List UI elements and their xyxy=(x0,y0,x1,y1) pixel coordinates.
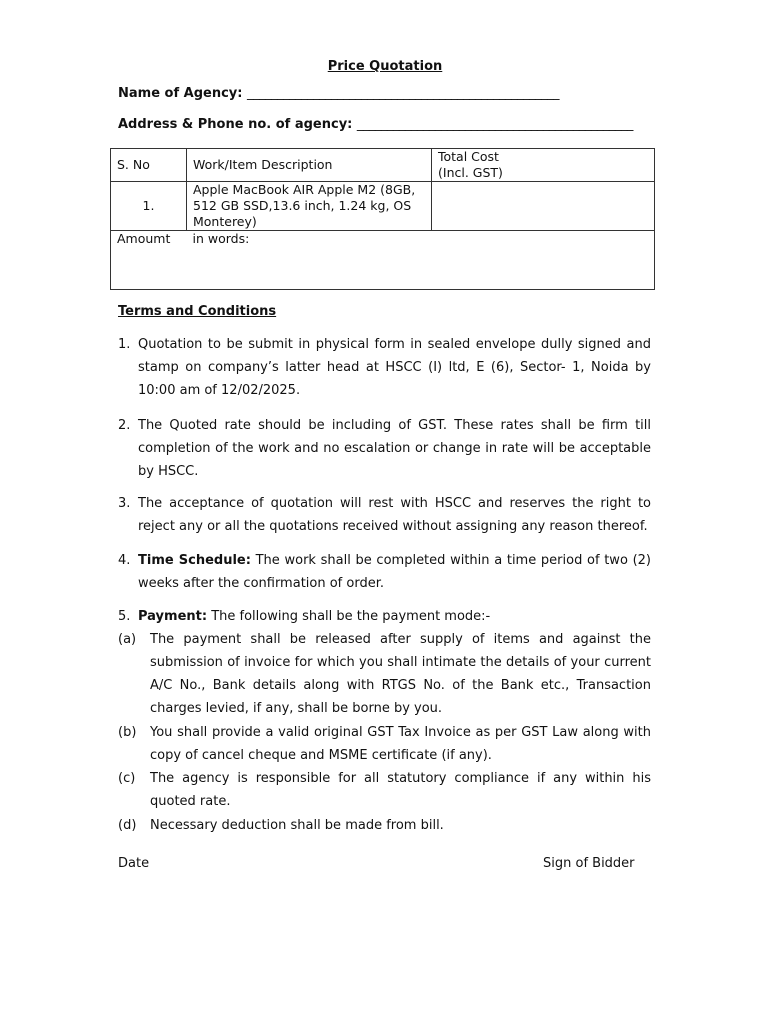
clause-bold-label: Payment: xyxy=(138,609,208,624)
agency-name-blank[interactable]: ____________________________________________________ xyxy=(247,86,560,101)
agency-name-field xyxy=(118,86,559,101)
clause-number: 5. xyxy=(118,609,131,624)
row-description-line1: Apple MacBook AIR Apple M2 (8GB, xyxy=(193,182,416,197)
clause-text: The acceptance of quotation will rest with HSCC and reserves the right to reject any or all the quotations received without assigning any reason thereof. xyxy=(138,496,651,534)
header-total-cost-line2: (Incl. GST) xyxy=(438,165,503,180)
quotation-table xyxy=(110,148,655,290)
payment-subclause-d xyxy=(118,814,651,837)
table-row xyxy=(111,182,655,231)
clause-body: The work shall be completed within a time period of two (2) weeks after the confirmation of order. xyxy=(138,553,651,591)
row-total-cost[interactable] xyxy=(432,182,655,231)
header-description: Work/Item Description xyxy=(187,149,432,182)
clause-number: 4. xyxy=(118,553,131,568)
subclause-number: (b) xyxy=(118,725,137,740)
subclause-number: (c) xyxy=(118,771,136,786)
header-sno: S. No xyxy=(111,149,187,182)
address-field xyxy=(118,117,633,132)
clause-number: 2. xyxy=(118,418,131,433)
agency-name-label: Name of Agency: xyxy=(118,86,243,101)
subclause-text: The payment shall be released after supply of items and against the submission of invoice for which you shall intimate the details of your current A/C No., Bank details along with RTGS No. of the Bank etc., Transaction charges levied, if any, shall be borne by you. xyxy=(150,632,651,716)
amount-in-words-row xyxy=(111,231,655,290)
row-description-line3: Monterey) xyxy=(193,214,257,229)
subclause-text: The agency is responsible for all statutory compliance if any within his quoted rate. xyxy=(150,771,651,809)
clause-text: The Quoted rate should be including of GST. These rates shall be firm till completion of the work and no escalation or change in rate will be acceptable by HSCC. xyxy=(138,418,651,479)
address-label: Address & Phone no. of agency: xyxy=(118,117,353,132)
subclause-text: Necessary deduction shall be made from bill. xyxy=(150,818,444,833)
clause-number: 1. xyxy=(118,337,131,352)
clause-number: 3. xyxy=(118,496,131,511)
amount-label: Amoumt xyxy=(111,231,187,290)
row-sno: 1. xyxy=(111,182,187,231)
address-blank[interactable]: ______________________________________________ xyxy=(356,117,633,132)
page-title: Price Quotation xyxy=(327,59,443,74)
clause-text: Quotation to be submit in physical form in sealed envelope dully signed and stamp on company’s latter head at HSCC (I) ltd, E (6), Sector- 1, Noida by 10:00 am of 12/02/2025. xyxy=(138,337,651,398)
clause-text xyxy=(138,605,651,628)
header-total-cost xyxy=(432,149,655,182)
subclause-number: (a) xyxy=(118,632,137,647)
payment-subclause-c xyxy=(118,767,651,813)
terms-clause-3 xyxy=(118,492,651,538)
subclause-number: (d) xyxy=(118,818,137,833)
terms-clause-1 xyxy=(118,333,651,402)
row-description xyxy=(187,182,432,231)
payment-subclause-a xyxy=(118,628,651,720)
table-header-row xyxy=(111,149,655,182)
row-description-line2: 512 GB SSD,13.6 inch, 1.24 kg, OS xyxy=(193,198,412,213)
in-words-label[interactable]: in words: xyxy=(187,231,655,290)
clause-bold-label: Time Schedule: xyxy=(138,553,251,568)
sign-of-bidder-label: Sign of Bidder xyxy=(543,856,635,871)
date-label: Date xyxy=(118,856,150,871)
subclause-text: You shall provide a valid original GST Tax Invoice as per GST Law along with copy of cancel cheque and MSME certificate (if any). xyxy=(150,725,651,763)
payment-subclause-b xyxy=(118,721,651,767)
terms-clause-2 xyxy=(118,414,651,483)
clause-body: The following shall be the payment mode:- xyxy=(207,609,491,624)
clause-text xyxy=(138,549,651,595)
terms-clause-4 xyxy=(118,549,651,595)
terms-heading: Terms and Conditions xyxy=(118,304,277,319)
terms-clause-5 xyxy=(118,605,651,628)
header-total-cost-line1: Total Cost xyxy=(438,149,499,164)
